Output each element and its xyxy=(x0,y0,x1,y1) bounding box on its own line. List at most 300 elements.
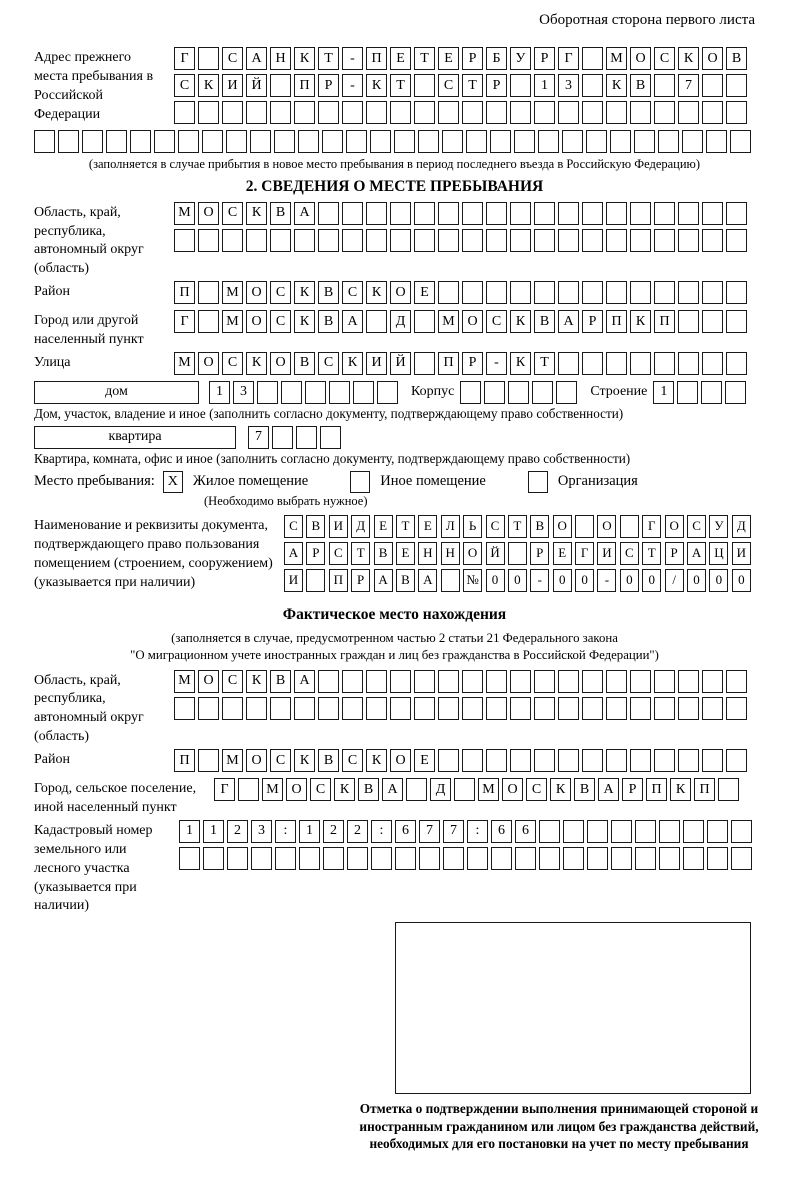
form-cell xyxy=(438,749,459,772)
dom-caption: Дом, участок, владение и иное (заполнить согласно документу, подтверждающему право собственности) xyxy=(34,405,624,421)
form-cell: 3 xyxy=(251,820,272,843)
form-cell xyxy=(515,847,536,870)
form-cell xyxy=(462,101,483,124)
form-cell: Д xyxy=(430,778,451,801)
form-cell xyxy=(371,847,392,870)
form-cell xyxy=(323,847,344,870)
form-cell: О xyxy=(502,778,523,801)
form-cell: С xyxy=(438,74,459,97)
form-cell: 7 xyxy=(248,426,269,449)
form-cell: 1 xyxy=(209,381,230,404)
checkbox-organizatsiya xyxy=(528,471,548,493)
form-cell: К xyxy=(678,47,699,70)
form-cell: С xyxy=(486,515,505,538)
document-row-1 xyxy=(284,515,755,538)
form-cell xyxy=(659,847,680,870)
form-cell xyxy=(462,202,483,225)
form-cell: Е xyxy=(414,281,435,304)
gorod-row xyxy=(174,310,755,333)
form-cell xyxy=(406,778,427,801)
form-cell xyxy=(414,202,435,225)
form-cell xyxy=(486,229,507,252)
form-cell xyxy=(606,749,627,772)
form-cell: В xyxy=(630,74,651,97)
form-cell: О xyxy=(270,352,291,375)
mesto-label: Место пребывания: xyxy=(34,473,155,490)
form-cell xyxy=(630,101,651,124)
form-cell xyxy=(322,130,343,153)
form-cell: Й xyxy=(486,542,505,565)
form-cell xyxy=(198,310,219,333)
form-cell: Г xyxy=(214,778,235,801)
factual-title: Фактическое место нахождения xyxy=(282,605,507,623)
form-cell xyxy=(390,697,411,720)
form-cell xyxy=(486,749,507,772)
form-cell xyxy=(414,310,435,333)
form-cell: Ц xyxy=(709,542,728,565)
form-cell: М xyxy=(606,47,627,70)
form-cell xyxy=(582,749,603,772)
form-cell: 2 xyxy=(227,820,248,843)
form-cell xyxy=(582,202,603,225)
stroenie-label: Строение xyxy=(590,384,648,400)
kadastr-row-1 xyxy=(179,820,755,843)
form-cell: О xyxy=(553,515,572,538)
form-cell xyxy=(510,697,531,720)
dom-row xyxy=(34,381,755,404)
form-cell xyxy=(462,697,483,720)
form-cell xyxy=(726,310,747,333)
form-cell: Р xyxy=(530,542,549,565)
form-cell: С xyxy=(318,352,339,375)
factual-note-line2: "О миграционном учете иностранных граждан и лиц без гражданства в Российской Федерации") xyxy=(130,648,659,663)
factual-note-line1: (заполняется в случае, предусмотренном частью 2 статьи 21 Федерального закона xyxy=(171,630,618,645)
form-cell xyxy=(419,847,440,870)
oblast-row-1 xyxy=(174,202,755,225)
form-cell xyxy=(281,381,302,404)
field-document xyxy=(34,515,755,596)
form-cell: - xyxy=(486,352,507,375)
checkbox-zhiloe: X xyxy=(163,471,183,493)
form-cell xyxy=(582,352,603,375)
form-cell xyxy=(538,130,559,153)
form-cell: С xyxy=(222,352,243,375)
form-cell: П xyxy=(438,352,459,375)
form-cell: Н xyxy=(418,542,437,565)
form-cell: А xyxy=(342,310,363,333)
form-cell: Й xyxy=(246,74,267,97)
form-cell: О xyxy=(390,281,411,304)
form-cell: О xyxy=(390,749,411,772)
form-cell xyxy=(198,697,219,720)
form-cell xyxy=(702,74,723,97)
form-cell: М xyxy=(174,670,195,693)
field-raion xyxy=(34,281,755,308)
form-cell xyxy=(558,697,579,720)
form-cell: Г xyxy=(558,47,579,70)
form-cell: 0 xyxy=(709,569,728,592)
form-cell: М xyxy=(174,352,195,375)
form-cell xyxy=(630,202,651,225)
form-cell: 6 xyxy=(515,820,536,843)
form-cell xyxy=(438,202,459,225)
form-cell xyxy=(558,352,579,375)
form-cell: 7 xyxy=(419,820,440,843)
form-cell: К xyxy=(294,47,315,70)
mesto-note: (Необходимо выбрать нужное) xyxy=(204,493,368,508)
form-cell xyxy=(630,749,651,772)
form-cell: М xyxy=(222,281,243,304)
form-cell: С xyxy=(174,74,195,97)
form-cell xyxy=(342,670,363,693)
form-cell: А xyxy=(294,670,315,693)
form-cell: И xyxy=(222,74,243,97)
form-cell: В xyxy=(358,778,379,801)
form-cell: Р xyxy=(351,569,370,592)
form-cell: - xyxy=(597,569,616,592)
form-cell xyxy=(491,847,512,870)
form-cell xyxy=(202,130,223,153)
form-cell xyxy=(438,281,459,304)
form-cell xyxy=(630,281,651,304)
form-cell xyxy=(620,515,639,538)
form-cell: О xyxy=(246,310,267,333)
form-cell: Р xyxy=(318,74,339,97)
form-cell xyxy=(370,130,391,153)
form-cell: - xyxy=(530,569,549,592)
form-cell xyxy=(390,670,411,693)
form-cell: И xyxy=(329,515,348,538)
form-cell: К xyxy=(246,202,267,225)
form-cell: М xyxy=(438,310,459,333)
form-cell: В xyxy=(294,352,315,375)
form-cell xyxy=(294,229,315,252)
form-cell: К xyxy=(510,310,531,333)
form-cell xyxy=(702,281,723,304)
form-cell xyxy=(227,847,248,870)
form-cell xyxy=(257,381,278,404)
form-cell xyxy=(438,670,459,693)
form-cell xyxy=(707,847,728,870)
form-cell xyxy=(658,130,679,153)
form-cell: П xyxy=(606,310,627,333)
form-cell: Т xyxy=(414,47,435,70)
form-cell: 0 xyxy=(732,569,751,592)
form-cell xyxy=(508,381,529,404)
form-cell: О xyxy=(597,515,616,538)
form-cell xyxy=(366,310,387,333)
form-cell xyxy=(606,670,627,693)
form-cell: О xyxy=(198,202,219,225)
form-cell xyxy=(460,381,481,404)
form-cell: 0 xyxy=(642,569,661,592)
form-cell: П xyxy=(646,778,667,801)
form-cell: К xyxy=(630,310,651,333)
form-cell xyxy=(606,697,627,720)
form-cell xyxy=(678,229,699,252)
form-cell xyxy=(58,130,79,153)
form-cell xyxy=(534,229,555,252)
prev-address-row-2 xyxy=(174,74,755,97)
form-cell xyxy=(606,202,627,225)
form-cell: 0 xyxy=(620,569,639,592)
form-cell: М xyxy=(262,778,283,801)
form-cell xyxy=(659,820,680,843)
form-cell: М xyxy=(478,778,499,801)
raion-label: Район xyxy=(34,284,70,300)
form-cell: Т xyxy=(534,352,555,375)
form-cell xyxy=(707,820,728,843)
kvartira-cells xyxy=(248,426,344,449)
form-cell: А xyxy=(687,542,706,565)
form-cell xyxy=(582,74,603,97)
form-cell: - xyxy=(342,47,363,70)
confirmation-mark-box xyxy=(395,922,751,1094)
form-cell xyxy=(587,820,608,843)
document-row-2 xyxy=(284,542,755,565)
form-cell xyxy=(606,352,627,375)
form-cell xyxy=(462,281,483,304)
form-cell xyxy=(390,101,411,124)
kvartira-caption: Квартира, комната, офис и иное (заполнить согласно документу, подтверждающему право собственности) xyxy=(34,450,631,466)
form-cell: О xyxy=(246,281,267,304)
form-cell: П xyxy=(294,74,315,97)
form-cell xyxy=(654,670,675,693)
form-cell: М xyxy=(222,749,243,772)
form-cell xyxy=(486,697,507,720)
form-cell: П xyxy=(654,310,675,333)
field-kadastr xyxy=(34,820,755,916)
form-cell: О xyxy=(462,310,483,333)
form-cell: С xyxy=(486,310,507,333)
form-cell: У xyxy=(510,47,531,70)
form-cell xyxy=(678,101,699,124)
form-cell xyxy=(462,670,483,693)
form-cell xyxy=(222,101,243,124)
form-cell xyxy=(490,130,511,153)
form-cell xyxy=(510,101,531,124)
form-cell xyxy=(179,847,200,870)
form-cell: Л xyxy=(441,515,460,538)
form-cell: О xyxy=(665,515,684,538)
form-cell xyxy=(726,697,747,720)
form-cell xyxy=(702,310,723,333)
form-cell xyxy=(726,202,747,225)
form-cell: К xyxy=(670,778,691,801)
form-cell xyxy=(678,697,699,720)
form-cell xyxy=(725,381,746,404)
form-cell: Т xyxy=(390,74,411,97)
form-cell: Е xyxy=(418,515,437,538)
form-cell: К xyxy=(366,749,387,772)
oblast2-label: Область, край, республика, автономный округ (область) xyxy=(34,672,144,745)
form-cell xyxy=(630,352,651,375)
form-cell: В xyxy=(318,310,339,333)
field-prev-address xyxy=(34,47,755,128)
form-cell xyxy=(198,101,219,124)
form-cell: Р xyxy=(462,352,483,375)
form-cell: 1 xyxy=(299,820,320,843)
form-cell: А xyxy=(374,569,393,592)
form-cell xyxy=(582,47,603,70)
form-cell xyxy=(635,820,656,843)
form-cell: Й xyxy=(390,352,411,375)
form-cell xyxy=(718,778,739,801)
form-cell xyxy=(318,697,339,720)
form-cell xyxy=(586,130,607,153)
raion2-row xyxy=(174,749,755,772)
form-cell xyxy=(726,749,747,772)
form-cell: В xyxy=(534,310,555,333)
form-cell: Т xyxy=(508,515,527,538)
form-cell xyxy=(414,101,435,124)
form-cell xyxy=(270,697,291,720)
form-cell: Т xyxy=(462,74,483,97)
form-cell: С xyxy=(284,515,303,538)
form-cell xyxy=(702,697,723,720)
form-cell xyxy=(702,101,723,124)
form-cell: Б xyxy=(486,47,507,70)
form-cell xyxy=(654,229,675,252)
form-cell xyxy=(654,352,675,375)
form-cell xyxy=(510,670,531,693)
form-cell xyxy=(299,847,320,870)
form-cell xyxy=(305,381,326,404)
form-cell xyxy=(320,426,341,449)
form-cell xyxy=(342,229,363,252)
form-cell xyxy=(726,229,747,252)
form-cell xyxy=(510,202,531,225)
form-cell xyxy=(414,697,435,720)
form-cell xyxy=(558,281,579,304)
form-cell: И xyxy=(732,542,751,565)
form-cell xyxy=(390,202,411,225)
form-cell: К xyxy=(366,74,387,97)
form-cell: П xyxy=(329,569,348,592)
form-cell xyxy=(634,130,655,153)
kadastr-label: Кадастровый номер земельного или лесного участка (указывается при наличии) xyxy=(34,822,153,914)
form-cell xyxy=(563,820,584,843)
form-cell xyxy=(366,202,387,225)
form-cell xyxy=(414,670,435,693)
prev-address-label: Адрес прежнего места пребывания в Российской Федерации xyxy=(34,50,154,122)
field-raion-2 xyxy=(34,749,755,776)
form-cell: Т xyxy=(396,515,415,538)
form-cell xyxy=(246,101,267,124)
form-cell: Ь xyxy=(463,515,482,538)
form-cell: Р xyxy=(462,47,483,70)
form-cell xyxy=(414,74,435,97)
form-cell xyxy=(510,74,531,97)
form-cell: В xyxy=(270,202,291,225)
form-cell xyxy=(630,697,651,720)
form-cell: 1 xyxy=(203,820,224,843)
field-ulitsa xyxy=(34,352,755,379)
form-cell xyxy=(222,229,243,252)
stroenie-cells xyxy=(653,381,749,404)
form-cell xyxy=(203,847,224,870)
form-cell: К xyxy=(366,281,387,304)
form-cell: Г xyxy=(575,542,594,565)
form-cell: 6 xyxy=(395,820,416,843)
form-cell: 7 xyxy=(678,74,699,97)
form-cell xyxy=(178,130,199,153)
form-cell xyxy=(582,670,603,693)
form-cell xyxy=(534,281,555,304)
form-cell xyxy=(82,130,103,153)
gorod2-row xyxy=(214,778,755,801)
form-cell xyxy=(635,847,656,870)
form-cell: А xyxy=(598,778,619,801)
form-cell: В xyxy=(530,515,549,538)
form-cell xyxy=(246,697,267,720)
prev-address-note: (заполняется в случае прибытия в новое место пребывания в период последнего въезда в Российскую Федерацию) xyxy=(88,157,701,171)
form-cell: С xyxy=(342,749,363,772)
form-cell xyxy=(510,749,531,772)
form-cell xyxy=(611,820,632,843)
form-cell xyxy=(486,670,507,693)
form-cell xyxy=(682,130,703,153)
form-cell xyxy=(702,202,723,225)
kvartira-box: квартира xyxy=(34,426,236,449)
form-cell xyxy=(418,130,439,153)
form-cell xyxy=(534,697,555,720)
form-cell: О xyxy=(286,778,307,801)
form-cell xyxy=(683,847,704,870)
form-cell: - xyxy=(342,74,363,97)
form-cell xyxy=(563,847,584,870)
form-cell xyxy=(678,352,699,375)
form-cell xyxy=(484,381,505,404)
form-cell: 0 xyxy=(687,569,706,592)
ulitsa-row xyxy=(174,352,755,375)
form-cell xyxy=(346,130,367,153)
form-cell: Д xyxy=(732,515,751,538)
form-cell xyxy=(630,229,651,252)
form-cell xyxy=(539,847,560,870)
mesto-prebyvaniya-row xyxy=(34,471,755,493)
form-cell xyxy=(582,281,603,304)
form-cell xyxy=(342,101,363,124)
form-cell xyxy=(454,778,475,801)
oblast2-row-1 xyxy=(174,670,755,693)
form-cell xyxy=(414,352,435,375)
form-cell: С xyxy=(270,749,291,772)
form-cell xyxy=(329,381,350,404)
form-cell: С xyxy=(687,515,706,538)
document-label: Наименование и реквизиты документа, подтверждающего право пользования помещением (строением, сооружением) (указывается при наличии) xyxy=(34,517,273,590)
form-cell xyxy=(606,101,627,124)
form-cell xyxy=(562,130,583,153)
form-cell: Н xyxy=(441,542,460,565)
form-cell xyxy=(606,281,627,304)
form-cell: А xyxy=(558,310,579,333)
form-cell xyxy=(558,101,579,124)
form-cell: 1 xyxy=(179,820,200,843)
form-cell: Р xyxy=(306,542,325,565)
form-cell: Т xyxy=(642,542,661,565)
form-cell: Н xyxy=(270,47,291,70)
form-cell: Г xyxy=(174,310,195,333)
form-cell: О xyxy=(198,352,219,375)
form-cell xyxy=(198,47,219,70)
form-cell: Д xyxy=(351,515,370,538)
form-cell: В xyxy=(396,569,415,592)
form-cell xyxy=(606,229,627,252)
form-cell: А xyxy=(246,47,267,70)
form-cell xyxy=(462,229,483,252)
form-cell xyxy=(272,426,293,449)
